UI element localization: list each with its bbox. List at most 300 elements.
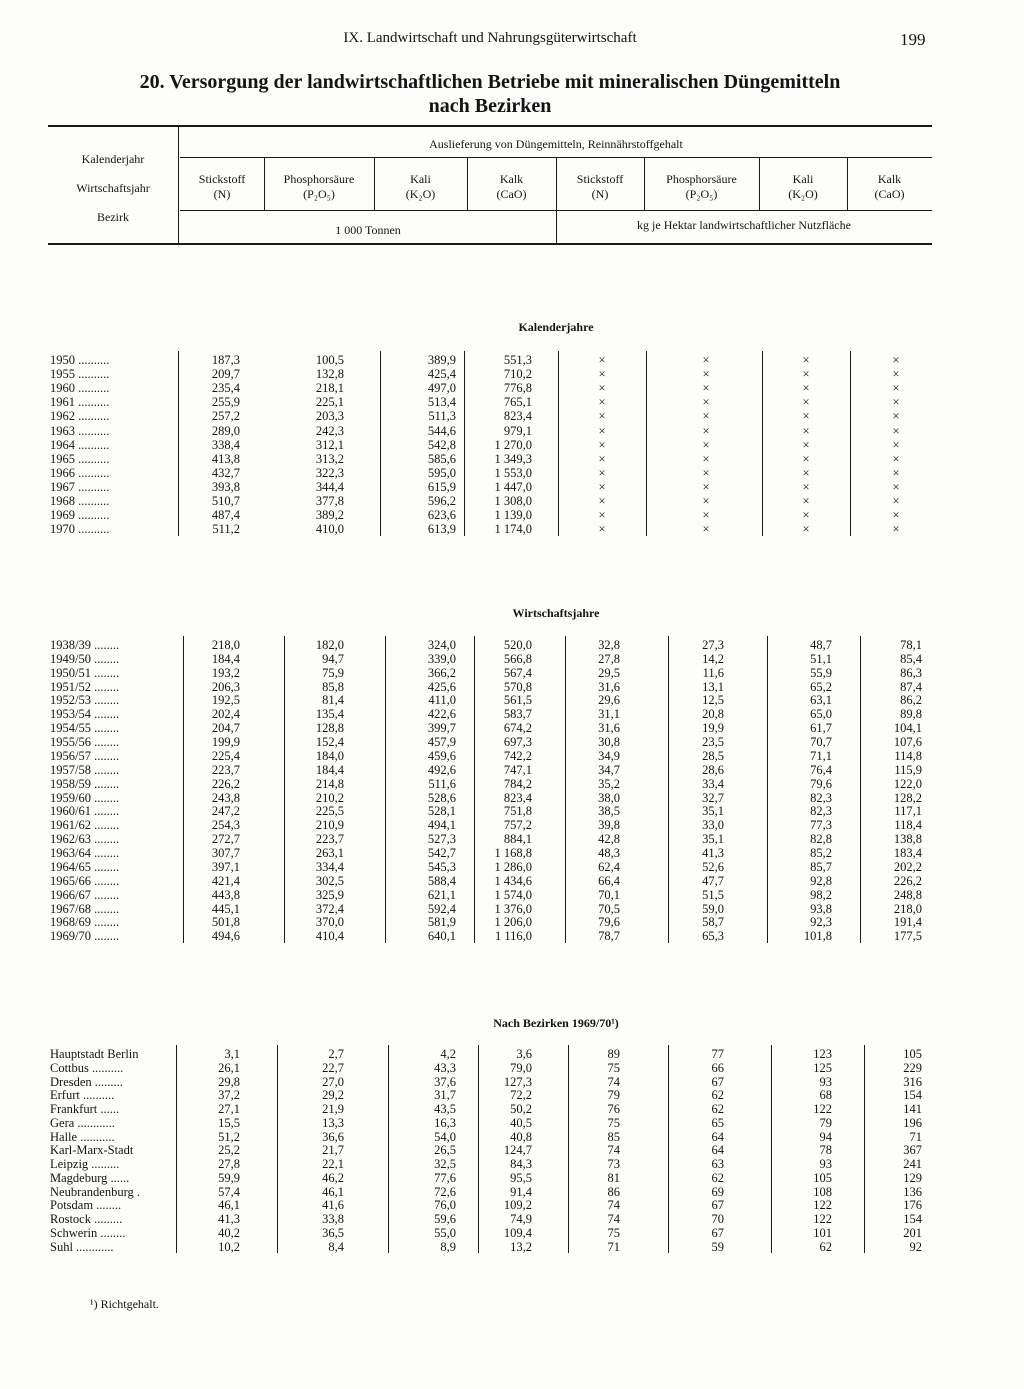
table-cell: 979,1 xyxy=(503,423,532,438)
table-cell: 39,8 xyxy=(598,818,620,833)
table-cell: 257,2 xyxy=(211,409,240,424)
row-label: Gera ............ xyxy=(50,1115,115,1130)
table-cell: 123 xyxy=(813,1047,832,1061)
column-header-unit: (CaO) xyxy=(496,187,527,201)
table-cell: 21,7 xyxy=(322,1143,344,1158)
table-row xyxy=(0,522,1000,536)
table-cell: 561,5 xyxy=(503,693,532,708)
stub-divider xyxy=(178,127,179,243)
table-cell: 52,6 xyxy=(702,859,724,874)
row-label: Erfurt .......... xyxy=(50,1088,115,1103)
table-row xyxy=(0,381,1000,395)
table-cell: 91,4 xyxy=(510,1184,532,1199)
table-cell: 51,5 xyxy=(702,887,724,902)
section-heading: Kalenderjahre xyxy=(518,320,594,334)
table-cell: 40,2 xyxy=(218,1225,240,1240)
table-cell: 510,7 xyxy=(211,494,240,508)
table-cell: 78,1 xyxy=(900,638,922,652)
section-heading: Wirtschaftsjahre xyxy=(512,606,600,620)
table-cell: 125 xyxy=(813,1060,832,1075)
header-top-rule xyxy=(48,125,932,127)
column-header-unit: (K₂O) xyxy=(405,187,436,201)
table-cell: 302,5 xyxy=(315,873,344,888)
table-cell: 33,4 xyxy=(702,776,724,791)
not-applicable-mark: × xyxy=(598,465,606,480)
table-cell: 1 434,6 xyxy=(494,873,532,888)
table-cell: 108 xyxy=(813,1184,832,1199)
table-cell: 46,1 xyxy=(322,1184,344,1199)
not-applicable-mark: × xyxy=(702,479,710,494)
table-cell: 109,4 xyxy=(503,1225,532,1240)
column-header-label: Stickstoff xyxy=(198,172,246,186)
not-applicable-mark: × xyxy=(598,367,606,382)
table-row xyxy=(0,1226,1000,1240)
not-applicable-mark: × xyxy=(598,437,606,452)
table-cell: 93,8 xyxy=(810,901,832,916)
table-cell: 272,7 xyxy=(211,832,240,847)
table-cell: 65 xyxy=(711,1115,724,1130)
table-cell: 528,6 xyxy=(427,790,456,805)
table-cell: 389,2 xyxy=(315,508,344,523)
table-cell: 92,3 xyxy=(810,915,832,930)
table-cell: 118,4 xyxy=(894,818,922,833)
table-row xyxy=(0,680,1000,694)
table-cell: 1 308,0 xyxy=(494,494,532,508)
table-cell: 2,7 xyxy=(328,1047,344,1061)
table-cell: 289,0 xyxy=(211,423,240,438)
table-cell: 59 xyxy=(711,1239,724,1254)
table-cell: 81,4 xyxy=(322,693,344,708)
table-cell: 94,7 xyxy=(322,651,344,666)
table-cell: 86,2 xyxy=(900,693,922,708)
row-label: 1964/65 ........ xyxy=(50,859,120,874)
column-header xyxy=(264,172,374,202)
table-row xyxy=(0,915,1000,929)
table-cell: 70,7 xyxy=(810,735,832,750)
not-applicable-mark: × xyxy=(802,508,810,523)
table-row xyxy=(0,452,1000,466)
table-title-line2: nach Bezirken xyxy=(428,95,552,117)
column-header-unit: (K₂O) xyxy=(788,187,818,201)
table-cell: 742,2 xyxy=(503,748,532,763)
table-cell: 46,1 xyxy=(218,1198,240,1213)
table-cell: 334,4 xyxy=(315,859,344,874)
not-applicable-mark: × xyxy=(702,409,710,424)
table-cell: 72,6 xyxy=(434,1184,456,1199)
row-label: Schwerin ........ xyxy=(50,1225,126,1240)
table-cell: 494,1 xyxy=(427,818,456,833)
table-row xyxy=(0,638,1000,652)
table-cell: 75,9 xyxy=(322,665,344,680)
row-label: Potsdam ........ xyxy=(50,1198,122,1213)
table-cell: 30,8 xyxy=(598,735,620,750)
row-label: Rostock ......... xyxy=(50,1212,123,1226)
table-cell: 26,5 xyxy=(434,1143,456,1158)
table-cell: 1 116,0 xyxy=(494,929,532,944)
table-cell: 31,6 xyxy=(598,679,620,694)
table-cell: 152,4 xyxy=(315,735,344,750)
not-applicable-mark: × xyxy=(598,395,606,410)
table-cell: 92,8 xyxy=(810,873,832,888)
table-cell: 73 xyxy=(607,1157,620,1171)
table-row xyxy=(0,666,1000,680)
table-cell: 27,3 xyxy=(702,638,724,652)
table-cell: 432,7 xyxy=(211,465,240,480)
table-cell: 338,4 xyxy=(211,437,240,452)
table-cell: 176 xyxy=(903,1198,922,1213)
table-cell: 422,6 xyxy=(427,707,456,722)
table-cell: 26,1 xyxy=(218,1060,240,1075)
table-cell: 339,0 xyxy=(427,651,456,666)
stub-header-line3: Bezirk xyxy=(97,210,129,224)
table-row xyxy=(0,929,1000,943)
table-cell: 117,1 xyxy=(894,804,922,819)
table-cell: 22,1 xyxy=(322,1157,344,1171)
not-applicable-mark: × xyxy=(892,381,900,396)
table-row xyxy=(0,438,1000,452)
row-label: 1961 .......... xyxy=(50,395,110,410)
table-row xyxy=(0,693,1000,707)
table-cell: 77,3 xyxy=(810,818,832,833)
table-cell: 204,7 xyxy=(211,721,240,736)
table-cell: 751,8 xyxy=(503,804,532,819)
table-cell: 66 xyxy=(711,1060,724,1075)
table-cell: 202,4 xyxy=(211,707,240,722)
table-cell: 31,1 xyxy=(598,707,620,722)
table-cell: 325,9 xyxy=(315,887,344,902)
table-cell: 223,7 xyxy=(315,832,344,847)
table-cell: 421,4 xyxy=(211,873,240,888)
row-label: 1963/64 ........ xyxy=(50,846,120,861)
table-cell: 1 349,3 xyxy=(494,451,532,466)
table-cell: 583,7 xyxy=(503,707,532,722)
not-applicable-mark: × xyxy=(802,437,810,452)
table-cell: 41,6 xyxy=(322,1198,344,1213)
table-cell: 19,9 xyxy=(702,721,724,736)
table-cell: 13,2 xyxy=(510,1239,532,1254)
running-head: IX. Landwirtschaft und Nahrungsgüterwirtschaft xyxy=(343,30,637,46)
table-cell: 1 553,0 xyxy=(494,465,532,480)
table-cell: 784,2 xyxy=(503,776,532,791)
table-row xyxy=(0,353,1000,367)
table-cell: 36,5 xyxy=(322,1225,344,1240)
table-cell: 87,4 xyxy=(900,679,922,694)
table-cell: 76,4 xyxy=(810,762,832,777)
not-applicable-mark: × xyxy=(802,381,810,396)
row-label: 1966/67 ........ xyxy=(50,887,120,902)
table-cell: 255,9 xyxy=(211,395,240,410)
row-label: 1953/54 ........ xyxy=(50,707,120,722)
row-label: Frankfurt ...... xyxy=(50,1102,120,1116)
table-cell: 366,2 xyxy=(427,665,456,680)
table-cell: 3,1 xyxy=(224,1047,240,1061)
table-cell: 1 286,0 xyxy=(494,859,532,874)
table-cell: 1 447,0 xyxy=(494,479,532,494)
table-cell: 551,3 xyxy=(503,353,532,367)
table-cell: 4,2 xyxy=(440,1047,456,1061)
table-cell: 16,3 xyxy=(434,1115,456,1130)
table-cell: 247,2 xyxy=(211,804,240,819)
table-cell: 40,5 xyxy=(510,1115,532,1130)
not-applicable-mark: × xyxy=(892,494,900,508)
table-row xyxy=(0,846,1000,860)
table-cell: 55,9 xyxy=(810,665,832,680)
table-cell: 138,8 xyxy=(893,832,922,847)
table-cell: 1 574,0 xyxy=(494,887,532,902)
not-applicable-mark: × xyxy=(802,395,810,410)
table-cell: 28,6 xyxy=(702,762,724,777)
table-cell: 62 xyxy=(819,1239,832,1254)
table-cell: 37,2 xyxy=(218,1088,240,1103)
table-cell: 38,0 xyxy=(598,790,620,805)
table-cell: 76 xyxy=(607,1102,620,1116)
table-cell: 457,9 xyxy=(427,735,456,750)
table-cell: 67 xyxy=(711,1225,724,1240)
table-cell: 93 xyxy=(819,1157,832,1171)
table-cell: 85,7 xyxy=(810,859,832,874)
table-title xyxy=(0,70,980,118)
table-cell: 377,8 xyxy=(315,494,344,508)
not-applicable-mark: × xyxy=(598,381,606,396)
table-cell: 22,7 xyxy=(322,1060,344,1075)
table-cell: 410,0 xyxy=(315,522,344,537)
table-cell: 94 xyxy=(819,1129,832,1144)
table-cell: 46,2 xyxy=(322,1170,344,1185)
row-label: 1959/60 ........ xyxy=(50,790,120,805)
table-cell: 542,8 xyxy=(427,437,456,452)
table-row xyxy=(0,902,1000,916)
table-cell: 592,4 xyxy=(427,901,456,916)
table-cell: 29,8 xyxy=(218,1074,240,1089)
table-cell: 74 xyxy=(607,1143,620,1158)
table-cell: 697,3 xyxy=(503,735,532,750)
row-label: 1950/51 ........ xyxy=(50,665,120,680)
table-row xyxy=(0,860,1000,874)
table-row xyxy=(0,494,1000,508)
table-cell: 43,5 xyxy=(434,1102,456,1116)
table-cell: 201 xyxy=(903,1225,922,1240)
table-cell: 218,0 xyxy=(211,638,240,652)
table-cell: 85,2 xyxy=(810,846,832,861)
table-cell: 75 xyxy=(607,1225,620,1240)
not-applicable-mark: × xyxy=(892,479,900,494)
table-cell: 98,2 xyxy=(810,887,832,902)
table-cell: 425,6 xyxy=(427,679,456,694)
table-cell: 776,8 xyxy=(503,381,532,396)
table-row xyxy=(0,424,1000,438)
table-cell: 41,3 xyxy=(702,846,724,861)
row-label: 1958/59 ........ xyxy=(50,776,120,791)
table-cell: 218,1 xyxy=(315,381,344,396)
table-cell: 581,9 xyxy=(427,915,456,930)
table-cell: 89,8 xyxy=(900,707,922,722)
not-applicable-mark: × xyxy=(598,522,606,537)
row-label: 1954/55 ........ xyxy=(50,721,120,736)
column-header-unit: (N) xyxy=(591,187,609,201)
table-cell: 85,4 xyxy=(900,651,922,666)
table-cell: 82,3 xyxy=(810,804,832,819)
table-cell: 243,8 xyxy=(211,790,240,805)
table-cell: 1 139,0 xyxy=(494,508,532,523)
table-cell: 570,8 xyxy=(503,679,532,694)
table-cell: 62,4 xyxy=(598,859,620,874)
table-cell: 35,1 xyxy=(702,832,724,847)
table-cell: 57,4 xyxy=(218,1184,240,1199)
table-cell: 34,7 xyxy=(598,762,620,777)
not-applicable-mark: × xyxy=(702,451,710,466)
table-cell: 37,6 xyxy=(434,1074,456,1089)
not-applicable-mark: × xyxy=(702,508,710,523)
row-label: 1967 .......... xyxy=(50,479,110,494)
not-applicable-mark: × xyxy=(802,522,810,537)
not-applicable-mark: × xyxy=(702,381,710,396)
row-label: 1966 .......... xyxy=(50,465,110,480)
table-cell: 128,8 xyxy=(315,721,344,736)
not-applicable-mark: × xyxy=(702,494,710,508)
table-cell: 92 xyxy=(909,1239,922,1254)
table-cell: 75 xyxy=(607,1060,620,1075)
table-cell: 54,0 xyxy=(434,1129,456,1144)
table-row xyxy=(0,791,1000,805)
not-applicable-mark: × xyxy=(892,367,900,382)
table-cell: 122,0 xyxy=(893,776,922,791)
table-cell: 62 xyxy=(711,1102,724,1116)
table-cell: 191,4 xyxy=(893,915,922,930)
table-cell: 248,8 xyxy=(893,887,922,902)
table-cell: 226,2 xyxy=(893,873,922,888)
not-applicable-mark: × xyxy=(598,353,606,367)
table-row xyxy=(0,652,1000,666)
table-cell: 114,8 xyxy=(894,748,922,763)
row-label: 1961/62 ........ xyxy=(50,818,120,833)
table-cell: 29,5 xyxy=(598,665,620,680)
table-cell: 757,2 xyxy=(503,818,532,833)
table-cell: 585,6 xyxy=(427,451,456,466)
table-row xyxy=(0,749,1000,763)
table-cell: 192,5 xyxy=(211,693,240,708)
table-cell: 528,1 xyxy=(427,804,456,819)
table-cell: 316 xyxy=(903,1074,922,1089)
table-cell: 71,1 xyxy=(810,748,832,763)
table-row xyxy=(0,874,1000,888)
table-cell: 101 xyxy=(813,1225,832,1240)
table-row xyxy=(0,1102,1000,1116)
column-header-label: Phosphorsäure xyxy=(666,172,737,186)
not-applicable-mark: × xyxy=(702,367,710,382)
table-cell: 747,1 xyxy=(503,762,532,777)
table-cell: 210,9 xyxy=(315,818,344,833)
table-cell: 425,4 xyxy=(427,367,456,382)
not-applicable-mark: × xyxy=(802,367,810,382)
table-cell: 235,4 xyxy=(211,381,240,396)
not-applicable-mark: × xyxy=(702,395,710,410)
table-cell: 527,3 xyxy=(427,832,456,847)
row-label: 1965/66 ........ xyxy=(50,873,120,888)
table-cell: 35,1 xyxy=(702,804,724,819)
not-applicable-mark: × xyxy=(702,522,710,537)
row-label: Magdeburg ...... xyxy=(50,1170,130,1185)
table-cell: 623,6 xyxy=(427,508,456,523)
column-header xyxy=(180,172,264,202)
table-cell: 513,4 xyxy=(427,395,456,410)
table-cell: 77,6 xyxy=(434,1170,456,1185)
not-applicable-mark: × xyxy=(598,494,606,508)
table-cell: 77 xyxy=(711,1047,724,1061)
row-label: 1962/63 ........ xyxy=(50,832,120,847)
not-applicable-mark: × xyxy=(598,479,606,494)
row-label: 1970 .......... xyxy=(50,522,110,537)
table-row xyxy=(0,777,1000,791)
table-cell: 100,5 xyxy=(315,353,344,367)
table-row xyxy=(0,1143,1000,1157)
not-applicable-mark: × xyxy=(802,465,810,480)
stub-header-line2: Wirtschaftsjahr xyxy=(76,181,150,195)
row-label: Suhl ............ xyxy=(50,1239,114,1254)
column-header xyxy=(644,172,759,202)
row-label: 1964 .......... xyxy=(50,437,110,452)
row-label: 1952/53 ........ xyxy=(50,693,120,708)
table-cell: 1 206,0 xyxy=(494,915,532,930)
table-cell: 545,3 xyxy=(427,859,456,874)
table-cell: 443,8 xyxy=(211,887,240,902)
table-cell: 82,3 xyxy=(810,790,832,805)
table-cell: 129 xyxy=(903,1170,922,1185)
table-cell: 29,6 xyxy=(598,693,620,708)
table-row xyxy=(0,707,1000,721)
table-cell: 8,9 xyxy=(440,1239,456,1254)
table-row xyxy=(0,395,1000,409)
not-applicable-mark: × xyxy=(892,465,900,480)
not-applicable-mark: × xyxy=(802,409,810,424)
table-row xyxy=(0,1157,1000,1171)
table-cell: 70,1 xyxy=(598,887,620,902)
table-cell: 674,2 xyxy=(503,721,532,736)
table-cell: 621,1 xyxy=(427,887,456,902)
row-label: 1951/52 ........ xyxy=(50,679,120,694)
table-cell: 34,9 xyxy=(598,748,620,763)
not-applicable-mark: × xyxy=(702,353,710,367)
table-cell: 225,4 xyxy=(211,748,240,763)
stub-header-line1: Kalenderjahr xyxy=(81,152,145,166)
row-label: Cottbus .......... xyxy=(50,1060,124,1075)
table-cell: 71 xyxy=(607,1239,620,1254)
table-cell: 48,7 xyxy=(810,638,832,652)
table-cell: 74 xyxy=(607,1198,620,1213)
table-cell: 38,5 xyxy=(598,804,620,819)
table-cell: 115,9 xyxy=(894,762,922,777)
row-label: 1962 .......... xyxy=(50,409,110,424)
not-applicable-mark: × xyxy=(892,522,900,537)
table-cell: 124,7 xyxy=(503,1143,532,1158)
table-cell: 36,6 xyxy=(322,1129,344,1144)
table-cell: 127,3 xyxy=(503,1074,532,1089)
column-header-label: Kalk xyxy=(499,172,524,186)
table-cell: 399,7 xyxy=(427,721,456,736)
row-label: 1967/68 ........ xyxy=(50,901,120,916)
table-cell: 263,1 xyxy=(315,846,344,861)
table-row xyxy=(0,1047,1000,1061)
table-cell: 136 xyxy=(903,1184,922,1199)
table-cell: 1 270,0 xyxy=(494,437,532,452)
table-row xyxy=(0,466,1000,480)
row-label: 1960 .......... xyxy=(50,381,110,396)
not-applicable-mark: × xyxy=(802,423,810,438)
table-cell: 8,4 xyxy=(328,1239,344,1254)
table-cell: 567,4 xyxy=(503,665,532,680)
unit-left: 1 000 Tonnen xyxy=(335,223,401,237)
table-cell: 223,7 xyxy=(211,762,240,777)
table-cell: 82,8 xyxy=(810,832,832,847)
